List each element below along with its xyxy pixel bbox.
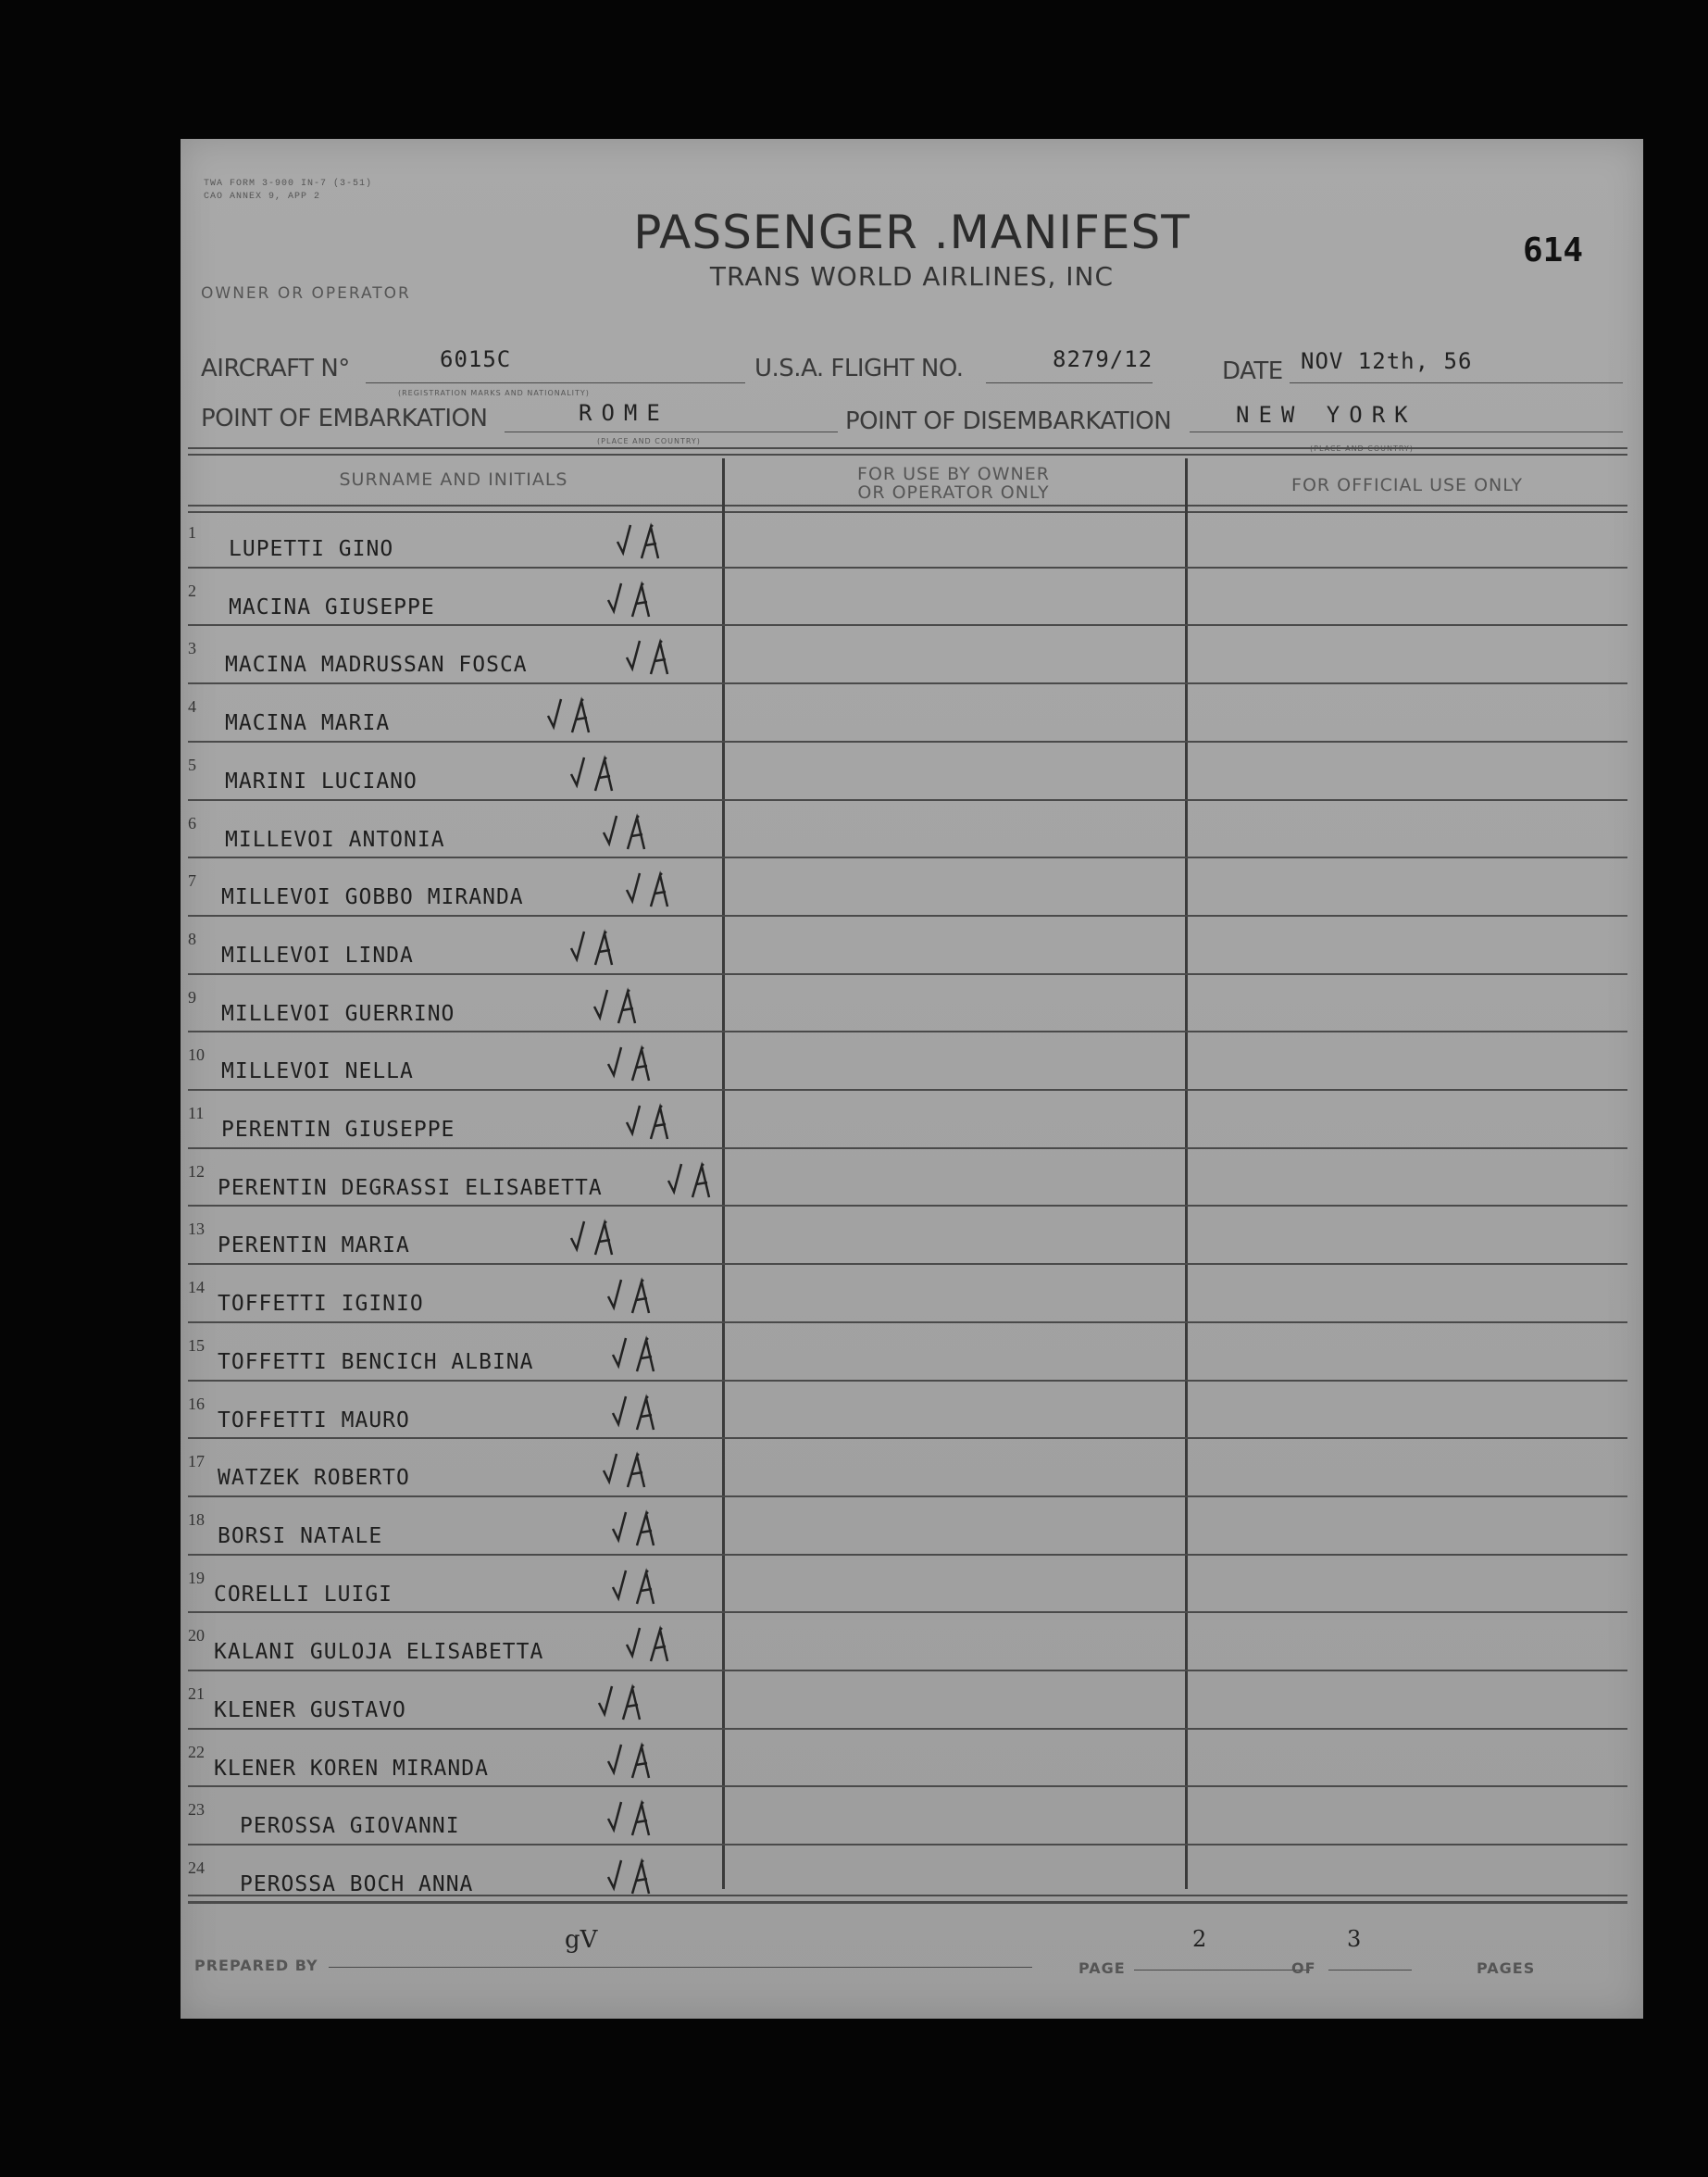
row-number: 16	[188, 1394, 205, 1413]
col-divider-1	[722, 458, 725, 1889]
check-mark-icon	[602, 1450, 657, 1491]
aircraft-sublabel: (REGISTRATION MARKS AND NATIONALITY)	[398, 389, 590, 397]
check-mark-icon	[569, 928, 625, 969]
check-mark-icon	[597, 1683, 653, 1723]
disembarkation-sublabel: (PLACE AND COUNTRY)	[1310, 444, 1414, 453]
row-rule	[188, 1147, 1627, 1149]
row-rule	[188, 1437, 1627, 1439]
check-mark-icon	[611, 1334, 667, 1375]
form-code-line-1: TWA FORM 3-900 IN-7 (3-51)	[204, 179, 373, 189]
row-number: 8	[188, 929, 196, 948]
date-underline	[1290, 382, 1623, 383]
prepared-by-label: PREPARED BY	[194, 1957, 318, 1974]
page-underline	[1134, 1970, 1310, 1971]
passenger-name: MACINA MADRUSSAN FOSCA	[225, 653, 528, 678]
passenger-name: TOFFETTI BENCICH ALBINA	[218, 1349, 534, 1374]
of-underline	[1328, 1970, 1412, 1971]
airline-name: TRANS WORLD AIRLINES, INC	[709, 261, 1115, 292]
row-number: 1	[188, 523, 196, 542]
row-rule	[188, 1089, 1627, 1091]
passenger-name: PEROSSA GIOVANNI	[240, 1814, 460, 1839]
col-header-owner	[722, 465, 1185, 502]
col-header-owner-line-2: OR OPERATOR ONLY	[857, 482, 1050, 503]
passenger-name: KLENER GUSTAVO	[214, 1698, 406, 1722]
passenger-name: PEROSSA BOCH ANNA	[240, 1872, 474, 1897]
prepared-by-underline	[329, 1967, 1032, 1968]
disembarkation-value: NEW YORK	[1236, 402, 1417, 428]
check-mark-icon	[606, 1741, 662, 1782]
form-code-line-2: CAO ANNEX 9, APP 2	[204, 192, 321, 202]
row-number: 21	[188, 1684, 205, 1703]
check-mark-icon	[616, 521, 671, 562]
passenger-name: PERENTIN DEGRASSI ELISABETTA	[218, 1175, 603, 1200]
aircraft-label: AIRCRAFT N°	[201, 355, 350, 382]
prepared-by-value: gV	[565, 1926, 598, 1954]
check-mark-icon	[611, 1508, 667, 1549]
passenger-name: MACINA GIUSEPPE	[229, 594, 435, 619]
check-mark-icon	[611, 1393, 667, 1433]
col-header-owner-line-1: FOR USE BY OWNER	[857, 464, 1050, 484]
check-mark-icon	[569, 754, 625, 794]
row-number: 17	[188, 1452, 205, 1471]
col-header-official: FOR OFFICIAL USE ONLY	[1291, 475, 1523, 495]
row-number: 9	[188, 987, 196, 1007]
page-number: 614	[1523, 231, 1584, 269]
row-rule	[188, 1611, 1627, 1613]
table-header-rule	[188, 505, 1627, 513]
owner-label: OWNER OR OPERATOR	[201, 284, 411, 303]
passenger-name: KLENER KOREN MIRANDA	[214, 1756, 489, 1781]
check-mark-icon	[606, 1798, 662, 1839]
passenger-name: TOFFETTI MAURO	[218, 1408, 410, 1433]
col-divider-2	[1185, 458, 1188, 1889]
row-rule	[188, 624, 1627, 626]
disembarkation-label: POINT OF DISEMBARKATION	[845, 407, 1172, 435]
row-number: 15	[188, 1335, 205, 1355]
passenger-name: WATZEK ROBERTO	[218, 1466, 410, 1491]
row-number: 4	[188, 697, 196, 717]
row-number: 5	[188, 755, 196, 774]
form-code	[204, 178, 372, 204]
row-rule	[188, 1495, 1627, 1497]
row-rule	[188, 1321, 1627, 1323]
passenger-name: CORELLI LUIGI	[214, 1582, 393, 1607]
table-bottom-rule	[188, 1895, 1627, 1903]
passenger-name: TOFFETTI IGINIO	[218, 1292, 424, 1317]
row-number: 20	[188, 1626, 205, 1645]
row-number: 19	[188, 1568, 205, 1587]
page-title: PASSENGER .MANIFEST	[633, 206, 1191, 259]
of-label: OF	[1291, 1959, 1316, 1977]
row-number: 6	[188, 813, 196, 832]
row-rule	[188, 1785, 1627, 1787]
row-number: 24	[188, 1858, 205, 1878]
row-number: 3	[188, 639, 196, 658]
row-number: 10	[188, 1045, 205, 1065]
row-rule	[188, 857, 1627, 858]
page-label: PAGE	[1078, 1959, 1126, 1977]
check-mark-icon	[667, 1160, 722, 1201]
aircraft-underline	[366, 382, 745, 383]
passenger-name: KALANI GULOJA ELISABETTA	[214, 1640, 544, 1665]
row-rule	[188, 567, 1627, 569]
date-value: NOV 12th, 56	[1301, 348, 1473, 374]
table-top-rule	[188, 447, 1627, 456]
row-number: 23	[188, 1800, 205, 1820]
row-number: 11	[188, 1104, 205, 1122]
row-number: 7	[188, 871, 196, 891]
check-mark-icon	[592, 986, 648, 1027]
row-rule	[188, 1263, 1627, 1265]
row-number: 12	[188, 1161, 205, 1181]
passenger-name: MILLEVOI LINDA	[221, 943, 414, 968]
check-mark-icon	[606, 1044, 662, 1084]
row-rule	[188, 1728, 1627, 1730]
passenger-name: MILLEVOI ANTONIA	[225, 827, 445, 852]
row-rule	[188, 682, 1627, 684]
passenger-name: MILLEVOI GOBBO MIRANDA	[221, 885, 524, 910]
passenger-name: MACINA MARIA	[225, 711, 391, 736]
check-mark-icon	[569, 1218, 625, 1258]
row-number: 2	[188, 581, 196, 600]
row-rule	[188, 1670, 1627, 1671]
row-rule	[188, 973, 1627, 975]
date-label: DATE	[1222, 357, 1283, 385]
row-rule	[188, 1031, 1627, 1032]
check-mark-icon	[625, 1102, 680, 1143]
pages-label: PAGES	[1477, 1959, 1536, 1977]
row-rule	[188, 1380, 1627, 1382]
passenger-name: PERENTIN MARIA	[218, 1233, 410, 1258]
aircraft-value: 6015C	[440, 346, 512, 372]
col-header-surname: SURNAME AND INITIALS	[339, 469, 568, 490]
check-mark-icon	[606, 1857, 662, 1897]
row-number: 22	[188, 1742, 205, 1761]
row-number: 13	[188, 1220, 205, 1239]
flight-value: 8279/12	[1053, 346, 1153, 372]
row-number: 18	[188, 1509, 205, 1529]
page-value: 2	[1192, 1926, 1207, 1952]
passenger-name: BORSI NATALE	[218, 1523, 383, 1548]
passenger-name: MARINI LUCIANO	[225, 769, 418, 794]
flight-label: U.S.A. FLIGHT NO.	[754, 355, 964, 382]
passenger-name: PERENTIN GIUSEPPE	[221, 1118, 455, 1142]
row-rule	[188, 915, 1627, 917]
flight-underline	[986, 382, 1153, 383]
check-mark-icon	[625, 870, 680, 910]
row-rule	[188, 799, 1627, 801]
row-rule	[188, 1554, 1627, 1556]
check-mark-icon	[606, 580, 662, 620]
row-rule	[188, 741, 1627, 743]
manifest-page	[181, 139, 1643, 2019]
passenger-name: MILLEVOI NELLA	[221, 1059, 414, 1084]
check-mark-icon	[602, 812, 657, 853]
of-value: 3	[1347, 1926, 1362, 1952]
check-mark-icon	[606, 1276, 662, 1317]
check-mark-icon	[625, 1624, 680, 1665]
embarkation-value: ROME	[579, 400, 669, 426]
check-mark-icon	[625, 637, 680, 678]
embarkation-sublabel: (PLACE AND COUNTRY)	[597, 437, 701, 445]
passenger-name: LUPETTI GINO	[229, 537, 394, 561]
row-rule	[188, 1205, 1627, 1207]
passenger-name: MILLEVOI GUERRINO	[221, 1001, 455, 1026]
check-mark-icon	[611, 1567, 667, 1608]
row-number: 14	[188, 1278, 205, 1297]
check-mark-icon	[546, 695, 602, 736]
embarkation-label: POINT OF EMBARKATION	[201, 405, 488, 432]
row-rule	[188, 1844, 1627, 1845]
